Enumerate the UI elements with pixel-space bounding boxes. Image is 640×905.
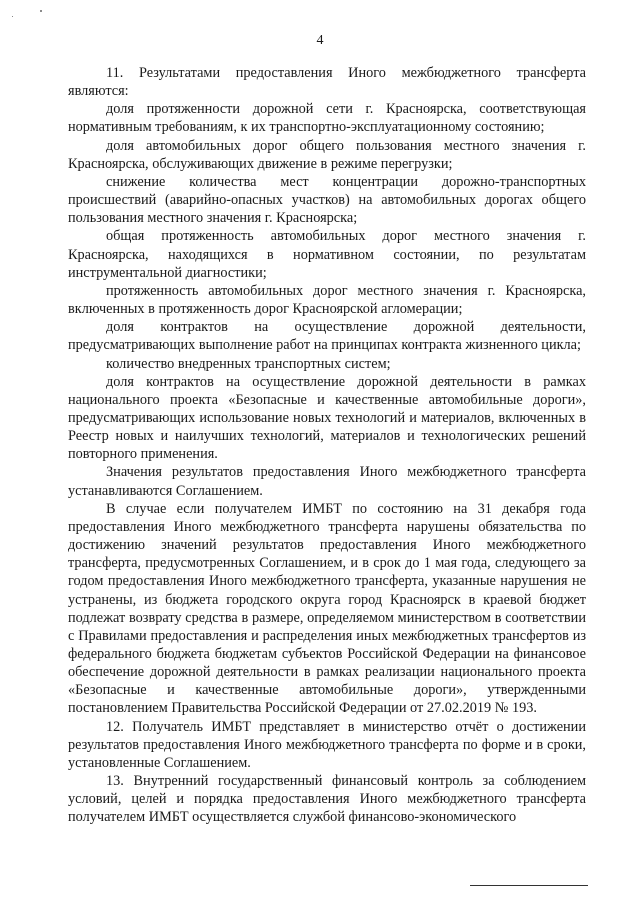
document-body: [68, 64, 586, 827]
paragraph-refund-conditions: В случае если получателем ИМБТ по состоянию на 31 декабря года предоставления Иного межбюджетного трансферта нарушены обязательства по достижению значений результатов предоставления Иного межбюджетного трансферта, предусмотренных Соглашением, и в срок до 1 мая года, следующего за годом предоставления Иного межбюджетного трансферта, указанные нарушения не устранены, из бюджета городского округа город Красноярск в краевой бюджет подлежат возврату средства в размере, определяемом министерством в соответствии с Правилами предоставления и распределения иных межбюджетных трансфертов из федерального бюджета бюджетам субъектов Российской Федерации на финансовое обеспечение дорожной деятельности в рамках реализации национального проекта «Безопасные и качественные автомобильные дороги», утвержденными постановлением Правительства Российской Федерации от 27.02.2019 № 193.: [68, 500, 586, 717]
paragraph-results-intro: 11. Результатами предоставления Иного межбюджетного трансферта являются:: [68, 65, 586, 100]
paragraph-road-network-share: доля протяженности дорожной сети г. Красноярска, соответствующая нормативным требованиям, к их транспортно-эксплуатационному состоянию;: [68, 101, 586, 136]
footer-rule: [470, 885, 588, 886]
paragraph-lifecycle-contracts: доля контрактов на осуществление дорожной деятельности, предусматривающих выполнение работ на принципах контракта жизненного цикла;: [68, 319, 586, 354]
paragraph-12-report: 12. Получатель ИМБТ представляет в министерство отчёт о достижении результатов предоставления Иного межбюджетного трансферта по форме и в сроки, установленные Соглашением.: [68, 718, 586, 771]
scan-speck: [12, 16, 13, 17]
page-number: 4: [316, 33, 324, 48]
paragraph-new-technologies: доля контрактов на осуществление дорожной деятельности в рамках национального проекта «Безопасные и качественные автомобильные дороги», предусматривающих использование новых технологий и материалов, включенных в Реестр новых и наилучших технологий, материалов и технологических решений повторного применения.: [68, 373, 586, 463]
paragraph-overload-roads-share: доля автомобильных дорог общего пользования местного значения г. Красноярска, обслуживающих движение в режиме перегрузки;: [68, 137, 586, 172]
paragraph-transport-systems: количество внедренных транспортных систем;: [106, 355, 391, 372]
paragraph-accident-sites: снижение количества мест концентрации дорожно-транспортных происшествий (аварийно-опасных участков) на автомобильных дорогах общего пользования местного значения г. Красноярска;: [68, 173, 586, 227]
paragraph-normative-roads-length: общая протяженность автомобильных дорог местного значения г. Красноярска, находящихся в нормативном состоянии, по результатам инструментальной диагностики;: [68, 228, 586, 281]
paragraph-values-agreement: Значения результатов предоставления Иного межбюджетного трансферта устанавливаются Соглашением.: [68, 464, 586, 499]
paragraph-agglomeration-roads: протяженность автомобильных дорог местного значения г. Красноярска, включенных в протяженность дорог Красноярской агломерации;: [68, 282, 586, 318]
scan-speck: [40, 10, 42, 12]
paragraph-13-control: 13. Внутренний государственный финансовый контроль за соблюдением условий, целей и порядка предоставления Иного межбюджетного трансферта получателем ИМБТ осуществляется службой финансово-экономического: [68, 773, 586, 826]
